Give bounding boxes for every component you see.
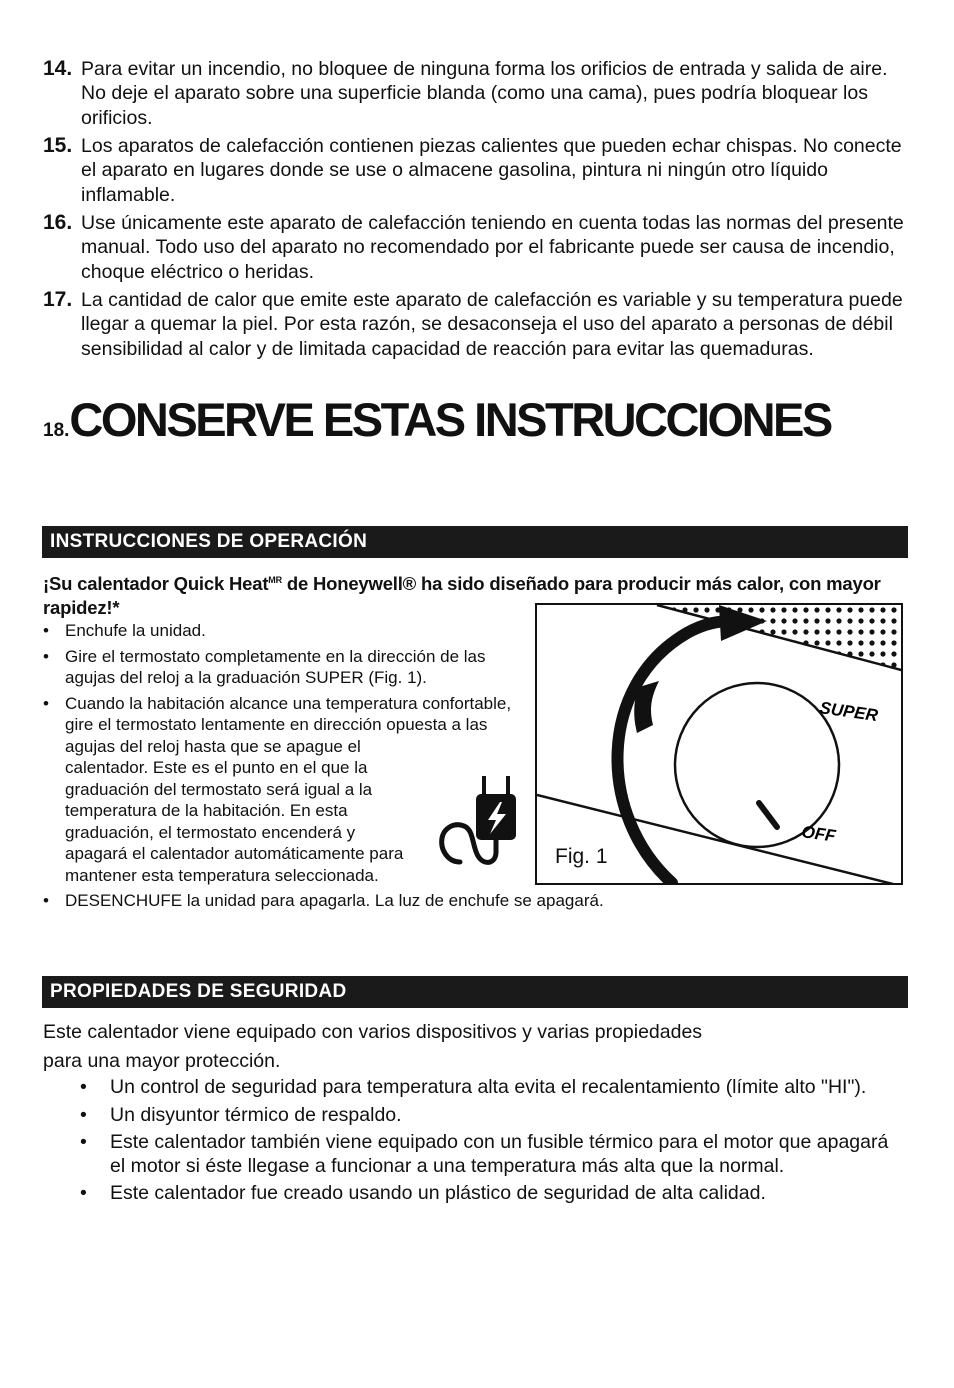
safety-bullet: • Un control de seguridad para temperatura alta evita el recalentamiento (límite alto "HI"). (80, 1076, 900, 1100)
safety-intro-line: para una mayor protección. (43, 1049, 281, 1072)
item-text: Los aparatos de calefacción contienen piezas calientes que pueden echar chispas. No conecte el aparato en lugares donde se use o almacene gasolina, pintura ni ningún otro líquido inflamable. (81, 135, 902, 206)
instruction-item-15 (43, 134, 913, 207)
super-label: SUPER (818, 698, 880, 726)
off-label: OFF (800, 822, 837, 846)
operation-heading: INSTRUCCIONES DE OPERACIÓN (42, 526, 908, 558)
dial-pointer (759, 803, 777, 827)
intro-text-part2: de Honeywell® ha sido diseñado para producir más calor, con mayor rapidez!* (43, 573, 881, 619)
intro-text-part1: ¡Su calentador Quick Heat (43, 573, 269, 595)
plug-icon (434, 772, 518, 868)
safety-bullet: • Este calentador también viene equipado con un fusible térmico para el motor que apagará el motor si éste llegase a funcionar a una temperatura más alta que la normal. (80, 1131, 900, 1178)
operation-bullet: • DESENCHUFE la unidad para apagarla. La luz de enchufe se apagará. (43, 890, 925, 912)
item-text: La cantidad de calor que emite este aparato de calefacción es variable y su temperatura puede llegar a quemar la piel. Por esta razón, se desaconseja el uso del aparato a personas de débil sensibilidad al calor y de limitada capacidad de reacción para evitar las quemaduras. (81, 289, 903, 360)
safety-intro (43, 1018, 903, 1075)
item-number: 17. (43, 288, 73, 311)
conserve-number: 18. (43, 420, 70, 441)
thermostat-diagram (537, 605, 903, 885)
item-number: 16. (43, 211, 73, 234)
instruction-item-17 (43, 288, 913, 361)
figure-caption: Fig. 1 (555, 845, 608, 868)
safety-intro-line: Este calentador viene equipado con varios dispositivos y varias propiedades (43, 1021, 703, 1043)
bullet-text-part: • Cuando la habitación alcance una temperatura confortable, gire el termostato lentamente en dirección opuesta a las agujas del reloj hasta que se apague el (65, 693, 512, 756)
figure-1-thermostat (535, 603, 903, 885)
item-number: 15. (43, 134, 73, 157)
instruction-item-16 (43, 211, 913, 284)
instruction-item-14 (43, 57, 913, 130)
bullet-text-part: calentador. Este es el punto en el que la graduación del termostato será igual a la temperatura de la habitación. En esta graduación, el termostato encenderá y apagará el calentador automáticamente para mantener esta temperatura seleccionada. (65, 758, 404, 885)
safety-heading: PROPIEDADES DE SEGURIDAD (42, 976, 908, 1008)
housing-edge (537, 795, 903, 885)
trademark-superscript: MR (268, 575, 282, 585)
conserve-heading (43, 392, 831, 447)
operation-bullets (43, 620, 604, 916)
safety-bullet: • Este calentador fue creado usando un plástico de seguridad de alta calidad. (80, 1182, 900, 1206)
safety-bullets (80, 1076, 900, 1210)
item-text: Use únicamente este aparato de calefacción teniendo en cuenta todas las normas del presente manual. Todo uso del aparato no recomendado por el fabricante puede ser causa de incendio, choque eléctrico o heridas. (81, 212, 904, 283)
safety-bullet: • Un disyuntor térmico de respaldo. (80, 1104, 900, 1128)
thermostat-dial (675, 683, 839, 847)
item-text: Para evitar un incendio, no bloquee de ninguna forma los orificios de entrada y salida de aire. No deje el aparato sobre una superficie blanda (como una cama), pues podría bloquear los orificios. (81, 58, 888, 129)
item-number: 14. (43, 57, 73, 80)
operation-bullet: • Enchufe la unidad. (43, 620, 533, 642)
conserve-title: CONSERVE ESTAS INSTRUCCIONES (69, 393, 831, 446)
operation-bullet: • Gire el termostato completamente en la dirección de las agujas del reloj a la graduación SUPER (Fig. 1). (43, 646, 533, 689)
